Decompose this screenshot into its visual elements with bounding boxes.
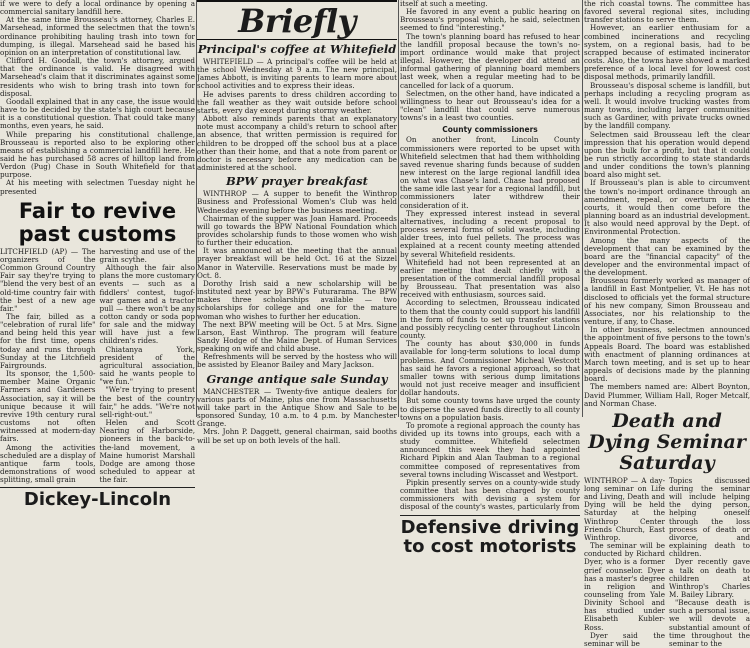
brief-item bbox=[197, 43, 397, 172]
paragraph: In other business, selectmen announced the appointment of five persons to the town's Appeals Board. The board was established with enactment of planning ordinances at March town meeting, and is set up to hear appeals of decisions made by the planning board. bbox=[584, 325, 750, 384]
paragraph: Goodall explained that in any case, the issue would have to be decided by the state's high court because it is a constitutional question. That could take many months, even years, he said. bbox=[0, 96, 195, 131]
divider bbox=[400, 515, 580, 516]
paragraph: It was announced at the meeting that the annual prayer breakfast will be held Oct. 16 at the Sizzel Manor in Waterville. Reservations must be made by Oct. 8. bbox=[197, 246, 397, 280]
paragraph: Brousseau's disposal scheme is landfill, but perhaps including a recycling program as well. It would involve trucking wastes from many towns, including larger communities such as Gardiner, with private trucks owned by the landfill company. bbox=[584, 80, 750, 131]
column-2 bbox=[197, 0, 397, 445]
briefly-banner bbox=[197, 0, 397, 40]
paragraph: WHITEFIELD — A principal's coffee will be held at the school Wednesday at 9 a.m. The new principal, James Abbott, is inviting parents to learn more about school activities and to express their ideas. bbox=[197, 57, 397, 91]
paragraph: Among the many aspects of the development that can be examined by the board are the "financial capacity" of the developer and the environmental impact of the development. bbox=[584, 235, 750, 278]
paragraph: The county has about $30,000 in funds available for long-term solutions to local dump problems. And Commissioner Micheal Westcott has said he favors a regional approach, so that smaller towns with serious dump limitations would not just receive meager and insufficient dollar handouts. bbox=[400, 339, 580, 398]
paragraph: He favored in any event a public hearing on Brousseau's proposal which, he said, selectmen seemed to find "interesting." bbox=[400, 7, 580, 33]
paragraph: The seminar will be conducted by Richard Dyer, who is a former grief counselor. Dyer has a master's degree in religion and counseling from Yale Divinity School and has studied under Elisabeth Kubler-Ross. bbox=[584, 541, 665, 632]
paragraph: Chiatanya York, president of the agricultural association, said he wants people to "we fun." bbox=[99, 344, 195, 387]
paragraph: Abbott also reminds parents that an explanatory note must accompany a child's return to school after an absence, that written permission is required for children to be dropped off the school bus at a place other than their home, and that a note from parent or doctor is necessary before any medication can be administered at the school. bbox=[197, 114, 397, 173]
paragraph: Topics discussed during the seminar will include helping the dying person, helping oneself through the loss process of death or divorce, and explaining death to children. bbox=[669, 475, 750, 559]
county-commissioners-subhead: County commissioners bbox=[442, 125, 538, 135]
paragraph: While preparing his constitutional challenge, Brousseau is reported also to be exploring other means of establishing a commercial landfill here. He said he has purchased 58 acres of hilltop land from Verdon (Pug) Chase in South Whitefield for that purpose. bbox=[0, 129, 195, 180]
paragraph: The fair, billed as a "celebration of rural life" and being held this year for the first time, opens today and runs through Sunday at the Litchfield Fairgrounds. bbox=[0, 312, 96, 370]
brief-item-title: BPW prayer breakfast bbox=[226, 174, 368, 189]
seminar-story bbox=[584, 477, 750, 648]
paragraph: Mrs. John P. Daggett, general chairman, said booths will be set up on both levels of the hall. bbox=[197, 427, 397, 445]
brief-item bbox=[197, 175, 397, 369]
brief-item bbox=[197, 373, 397, 445]
paragraph: itself at such a meeting. bbox=[400, 0, 488, 8]
paragraph: Clifford H. Goodall, the town's attorney, argued that the ordinance is valid. He disagreed with Marsehead's claim that it discriminates against some residents who wish to bring trash into town for disposal. bbox=[0, 56, 195, 98]
defensive-driving-headline: Defensive driving to cost motorists bbox=[400, 516, 580, 556]
paragraph: Brousseau formerly worked as manager of a landfill in East Montpelier, Vt. He has not disclosed to officials yet the formal structure of his new company, Simon Brousseau and Associates, nor his relationship to the venture, if any, to Chase. bbox=[584, 276, 750, 327]
column-1 bbox=[0, 0, 195, 509]
paragraph: The next BPW meeting will be Oct. 5 at Mrs. Signe Larson, East Winthrop. The program will feature Sandy Hodge of the Maine Dept. of Human Services speaking on wife and child abuse. bbox=[197, 319, 397, 354]
paragraph: Helen and Scott Nearing of Harborside, pioneers in the back-to-the-land movement, a Maine humorist Marshall Dodge are among those scheduled to appear at the fair. bbox=[99, 418, 195, 485]
fair-story-right bbox=[100, 248, 196, 485]
paragraph: Pipkin presently serves on a county-wide study committee that has been charged by county commissioners with devising a system for disposal of the county's wastes, particularly from bbox=[400, 477, 580, 512]
paragraph: LITCHFIELD (AP) — The organizers of the Common Ground Country Fair say they're trying to "blend the very best of an old-time country fair with the best of a new age fair." bbox=[0, 246, 96, 313]
paragraph: "Because death is such a personal issue, we will devote a substantial amount of time throughout the seminar to the bbox=[669, 598, 750, 648]
paragraph: Chairman of the supper was Joan Hamard. Proceeds will go towards the BPW National Foundation which provides scholarship funds to those women who wish to further their education. bbox=[197, 213, 397, 248]
paragraph: Dyer recently gave a talk on death to children at Winthrop's Charles M. Bailey Library. bbox=[669, 557, 750, 599]
fair-story bbox=[0, 248, 195, 485]
dickey-lincoln-headline: Dickey-Lincoln bbox=[23, 489, 172, 510]
seminar-story-right bbox=[669, 477, 750, 648]
column-3 bbox=[400, 0, 580, 556]
brief-item-title: Principal's coffee at Whitefield bbox=[197, 42, 397, 56]
paragraph: MANCHESTER — Twenty-five antique dealers for various parts of Maine, plus one from Massachusetts will take part in the Antique Show and Sale to be sponsored Sunday, 10 a.m. to 4 p.m. by Manchester Grange. bbox=[197, 386, 397, 429]
paragraph: On another front, Lincoln County commissioners were reported to be upset with Whitefield selectmen that had them withholding saved revenue sharing funds because of sudden new interest on the large regional landfill idea on what was Chase's land. Chase had proposed the same idle last year for a regional landfill, but commissioners later withdrew their consideration of it. bbox=[400, 135, 580, 210]
fair-headline: Fair to revive past customs bbox=[18, 198, 177, 246]
landfill-story-continued bbox=[0, 0, 195, 196]
paragraph: The town's planning board has refused to hear the landfill proposal because the town's no-import ordinance would make that project illegal. However, the developer did attend an informal gathering of planning board members last week, when a regular meeting had to be cancelled for lack of a quorum. bbox=[400, 31, 580, 90]
paragraph: They expressed interest instead in several alternatives, including a recent proposal to process several forms of solid waste, including alder trees, into fuel pellets. The process was explained at a recent county meeting attended by several Whitefield residents. bbox=[400, 208, 580, 259]
paragraph: WINTHROP — A day-long seminar on Life and Living, Death and Dying will be held Saturday at the Winthrop Center Friends Church, East Winthrop. bbox=[584, 475, 665, 542]
paragraph: According to selectmen, Brousseau indicated to them that the county could support his landfill in the form of funds to set up transfer stations and possibly recycling center throughout Lincoln county. bbox=[400, 298, 580, 341]
paragraph: If Brousseau's plan is able to circumvent the town's no-import ordinance through an amendment, repeal, or overturn in the courts, it would then come before the planning board as an industrial development. It also would need approval by the Dept. of Environmental Protection. bbox=[584, 178, 750, 237]
death-and-dying-headline: Death and Dying Seminar Saturday bbox=[588, 409, 746, 474]
fair-story-left bbox=[0, 248, 96, 485]
paragraph: Dyer said the seminar will be bbox=[584, 630, 665, 648]
briefly-title: Briefly bbox=[238, 2, 356, 40]
brief-item-title: Grange antique sale Sunday bbox=[206, 371, 388, 386]
paragraph: the rich coastal towns. The committee has favored several regional sites, including transfer stations to serve them. bbox=[584, 0, 750, 25]
paragraph: However, an earlier enthusiam for a combined incinerations and recycling system, on a regional basis, had to be scrapped because of estimated incinerator costs. Also, the towns have showed a marked preference of a local level for lowest cost disposal methods, primarily landfill. bbox=[584, 23, 750, 82]
column-4 bbox=[584, 0, 750, 648]
paragraph: Among the activities scheduled are a display of antique farm tools, demonstrations of wood splitting, small grain bbox=[0, 442, 96, 485]
paragraph: harvesting and use of the grain scythe. bbox=[99, 246, 195, 264]
column-rule bbox=[582, 0, 583, 417]
paragraph: Selectmen, on the other hand, have indicated a willingness to hear out Brousseau's idea for a "clean" landfill that could serve numerous towns's in a least two counties. bbox=[400, 88, 580, 123]
paragraph: Whitefield had not been represented at an earlier meeting that dealt chiefly with a presentation of the commercial landfill proposal by Brousseau. That presentation was also received with enthusiasm, sources said. bbox=[400, 257, 580, 300]
seminar-story-left bbox=[584, 477, 665, 648]
paragraph: At his meeting with selectmen Tuesday night he presented bbox=[0, 178, 195, 196]
divider bbox=[0, 487, 195, 488]
paragraph: WINTHROP — A supper to benefit the Winthrop Business and Professional Women's Club was held Wednesday evening before the business meeting. bbox=[197, 189, 397, 215]
paragraph: Its sponsor, the 1,500-member Maine Organic Farmers and Gardeners Association, say it will be unique because it will revive 19th century rural customs not often witnessed at modern-day fairs. bbox=[0, 369, 96, 444]
paragraph: But some county towns have urged the county to disperse the saved funds directly to all county towns on a population basis. bbox=[400, 396, 580, 422]
paragraph: He advises parents to dress children according to the fall weather as they wait outside before school starts, every day except during stormy weather. bbox=[197, 89, 397, 115]
paragraph: To promote a regional approach the county has divided up its towns into groups, each with a study committee. Whitefield selectmen announced this week they had appointed Richard Pipkin and Alan Taubman to a regional committee composed of representatives from several towns including Wiscasset and Westport. bbox=[400, 420, 580, 479]
paragraph: Dorothy Irish said a new scholarship will be instituted next year by BPW's Futurarama. The BPW makes three scholarships available — two scholarships for college and one for the mature woman who wishes to further her education. bbox=[197, 278, 397, 321]
paragraph: Refreshments will be served by the hostess who will be assisted by Eleanor Bailey and Mary Jackson. bbox=[197, 352, 397, 370]
column-rule bbox=[398, 0, 399, 417]
paragraph: The members named are: Albert Boynton, David Plummer, William Hall, Roger Metcalf, and Norman Chase. bbox=[584, 382, 750, 408]
paragraph: "We're trying to present the best of the country fair," he adds. "We're not sell-right-out." bbox=[99, 385, 195, 419]
paragraph: Selectmen said Brousseau left the clear impression that his operation would depend upon the bulk for a profit, but that it could be run strictly according to state standards and under conditions the town's planning board also might set. bbox=[584, 129, 750, 180]
paragraph: At the same time Brousseau's attorney, Charles E. Marsehead, informed the selectmen that the town's ordinance prohibiting hauling trash into town for dumping, is illegal. Marsehead said he based his opinion on an interpretation of constitutional law. bbox=[0, 15, 195, 57]
paragraph: Although the fair also plans the more customary events — such as a fiddlers' contest, tugof-war games and a tractor pull — there won't be any cotton candy or soda pop for sale and the midway will have just a few children's rides. bbox=[99, 263, 195, 346]
paragraph: if we were to defy a local ordinance by opening a commercial sanitary landfill here. bbox=[0, 0, 195, 17]
